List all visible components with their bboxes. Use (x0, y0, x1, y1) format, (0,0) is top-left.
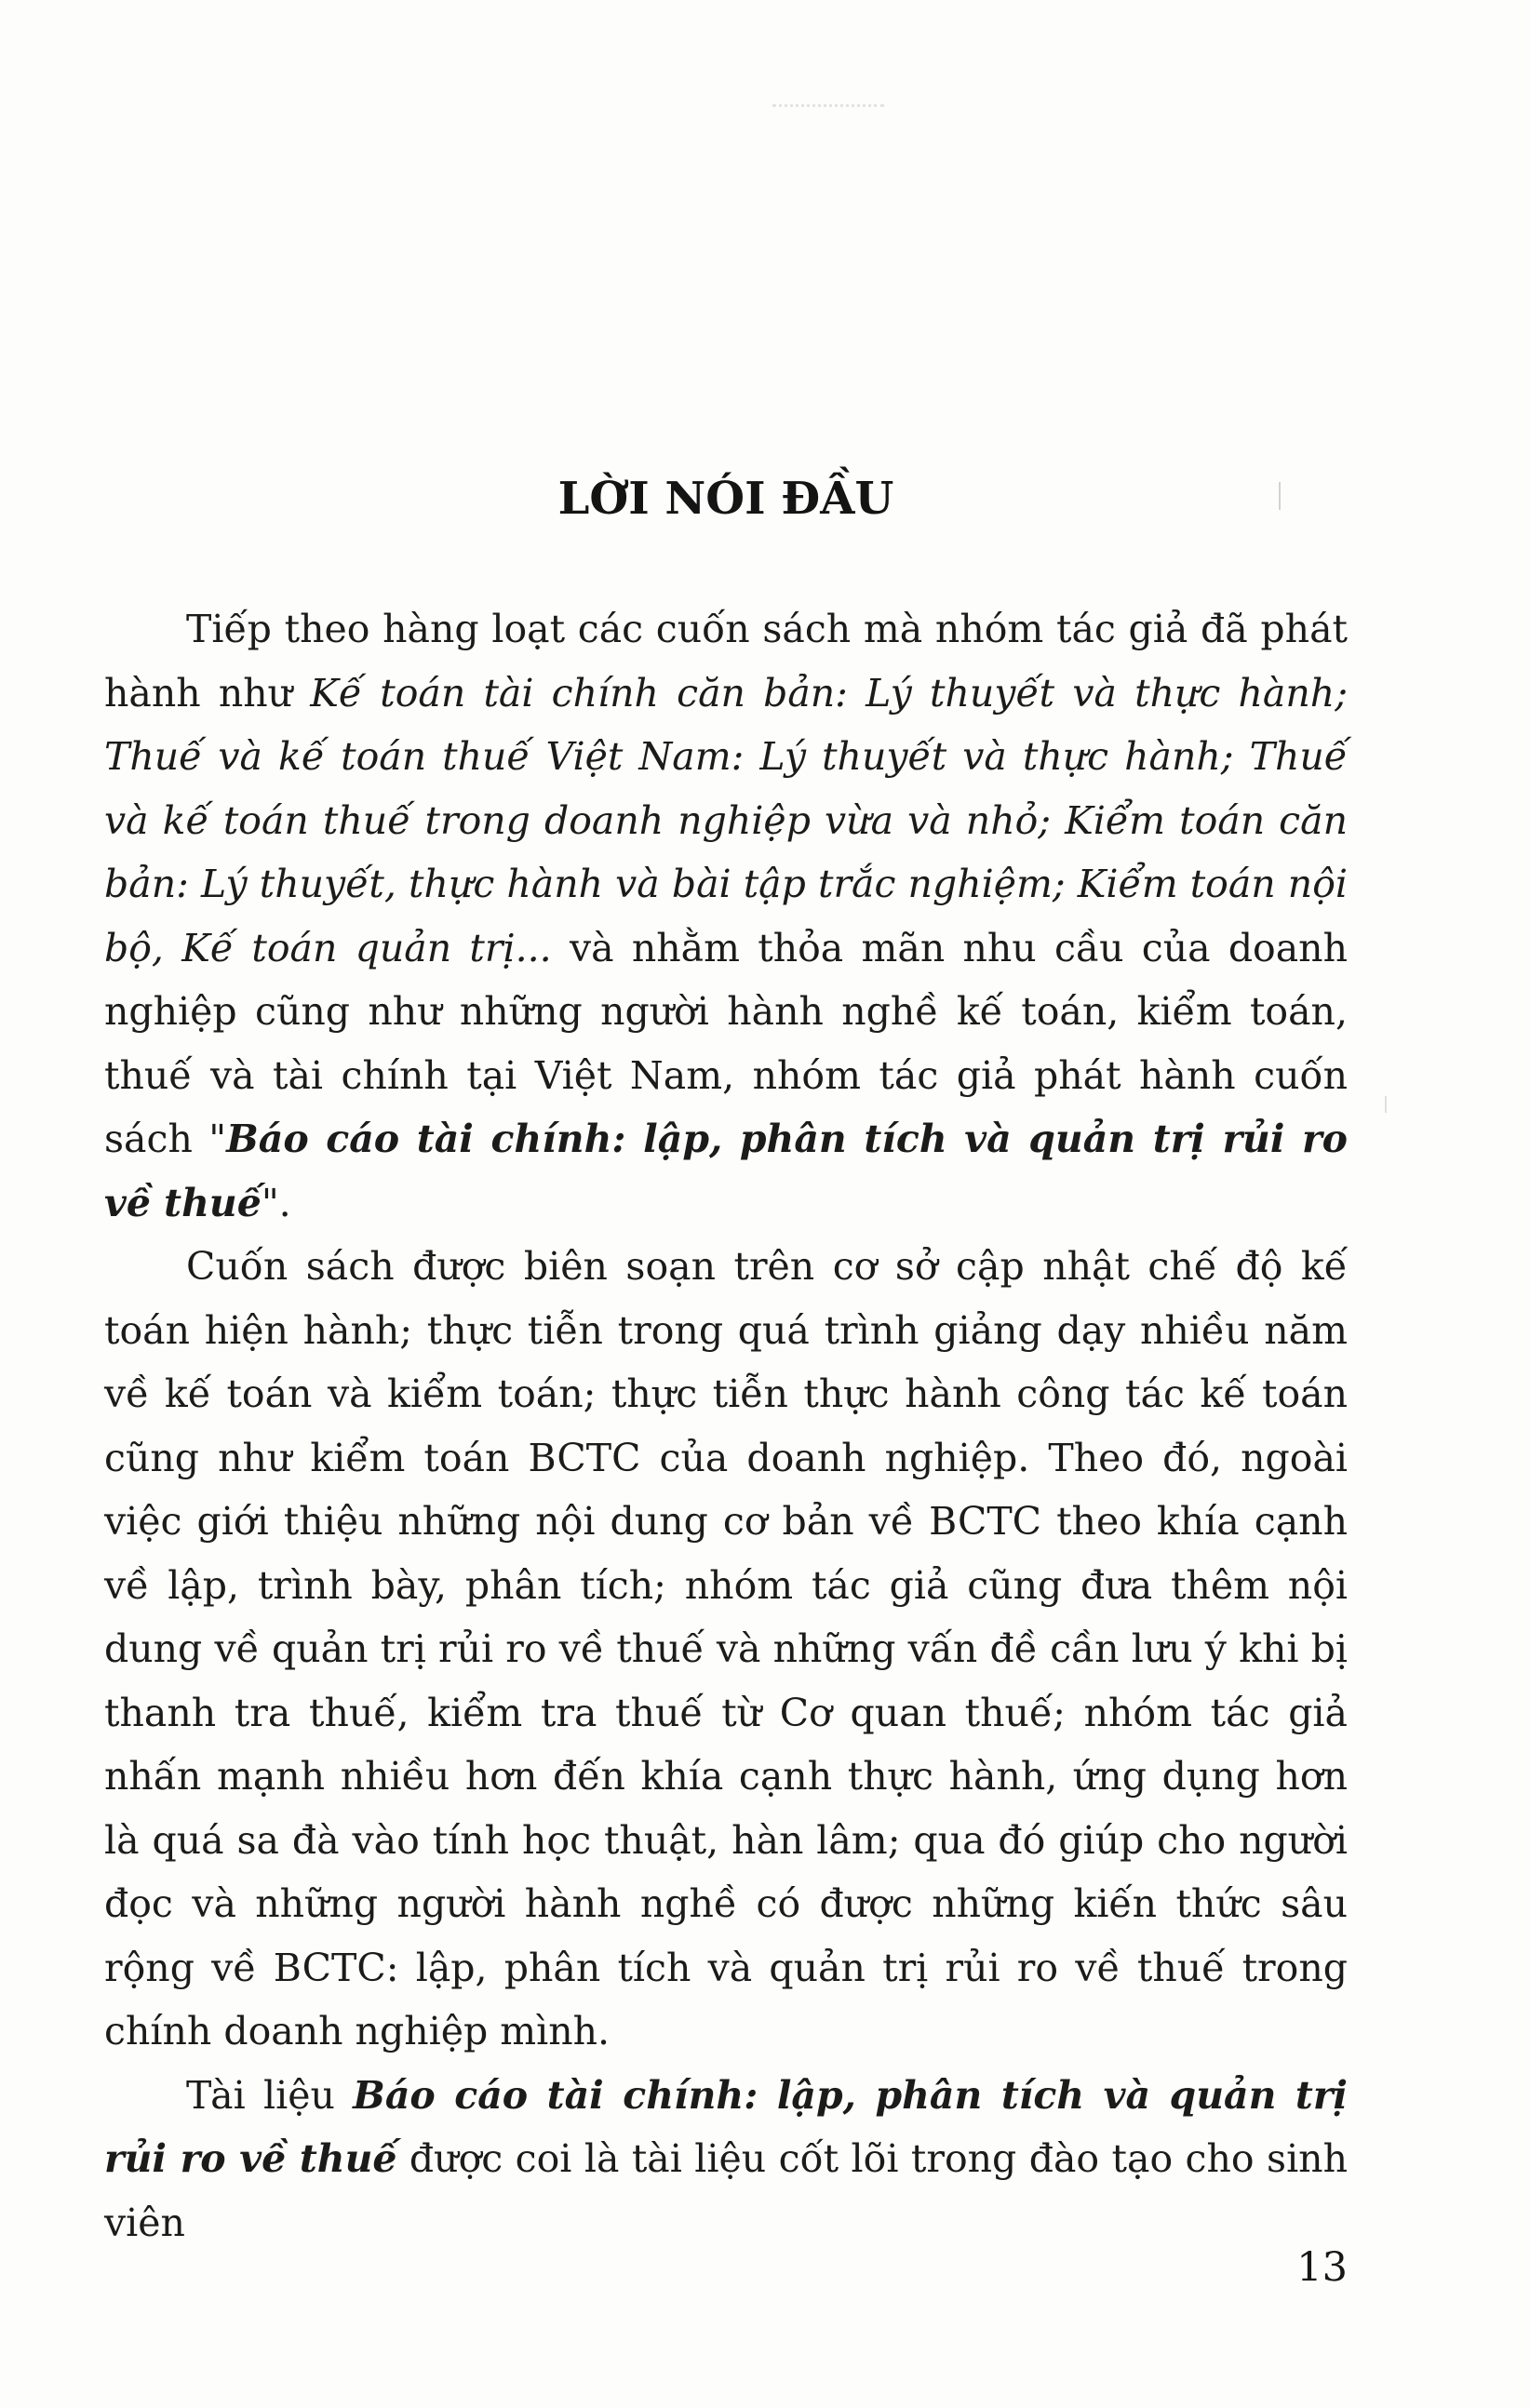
page-number: 13 (1296, 2244, 1348, 2291)
paragraph-1 (104, 597, 1348, 1235)
text-run: được coi là tài liệu cốt lõi trong đào tạo cho sinh viên (104, 2136, 1348, 2245)
text-run: Tài liệu (186, 2072, 354, 2118)
page-body (104, 597, 1348, 2254)
paragraph-2 (104, 1235, 1348, 2064)
text-run: Cuốn sách được biên soạn trên cơ sở cập nhật chế độ kế toán hiện hành; thực tiễn trong quá trình giảng dạy nhiều năm về kế toán và kiểm toán; thực tiễn thực hành công tác kế toán cũng như kiểm toán BCTC của doanh nghiệp. Theo đó, ngoài việc giới thiệu những nội dung cơ bản về BCTC theo khía cạnh về lập, trình bày, phân tích; nhóm tác giả cũng đưa thêm nội dung về quản trị rủi ro về thuế và những vấn đề cần lưu ý khi bị thanh tra thuế, kiểm tra thuế từ Cơ quan thuế; nhóm tác giả nhấn mạnh nhiều hơn đến khía cạnh thực hành, ứng dụng hơn là quá sa đà vào tính học thuật, hàn lâm; qua đó giúp cho người đọc và những người hành nghề có được những kiến thức sâu rộng về BCTC: lập, phân tích và quản trị rủi ro về thuế trong chính doanh nghiệp mình. (104, 1244, 1348, 2053)
page-title: LỜI NÓI ĐẦU (557, 473, 894, 525)
text-run: ". (261, 1180, 291, 1225)
text-run: Tiếp theo hàng loạt các cuốn sách mà nhóm tác giả đã phát hành như (104, 607, 1348, 716)
text-run: và nhằm thỏa mãn nhu cầu của doanh nghiệp cũng như những người hành nghề kế toán, kiểm toán, thuế và tài chính tại Việt Nam, nhóm tác giả phát hành cuốn sách " (104, 925, 1348, 1161)
featured-book-title: Báo cáo tài chính: lập, phân tích và quản trị rủi ro về thuế (104, 2072, 1349, 2181)
scan-artifact (1385, 1096, 1387, 1113)
featured-book-title: Báo cáo tài chính: lập, phân tích và quản trị rủi ro về thuế (104, 1117, 1348, 1225)
cited-book-titles: Kế toán tài chính căn bản: Lý thuyết và thực hành; Thuế và kế toán thuế Việt Nam: Lý thuyết và thực hành; Thuế và kế toán thuế trong doanh nghiệp vừa và nhỏ; Kiểm toán căn bản: Lý thuyết, thực hành và bài tập trắc nghiệm; Kiểm toán nội bộ, Kế toán quản trị... (104, 670, 1349, 970)
scan-artifact (772, 104, 884, 107)
paragraph-3 (104, 2064, 1348, 2255)
